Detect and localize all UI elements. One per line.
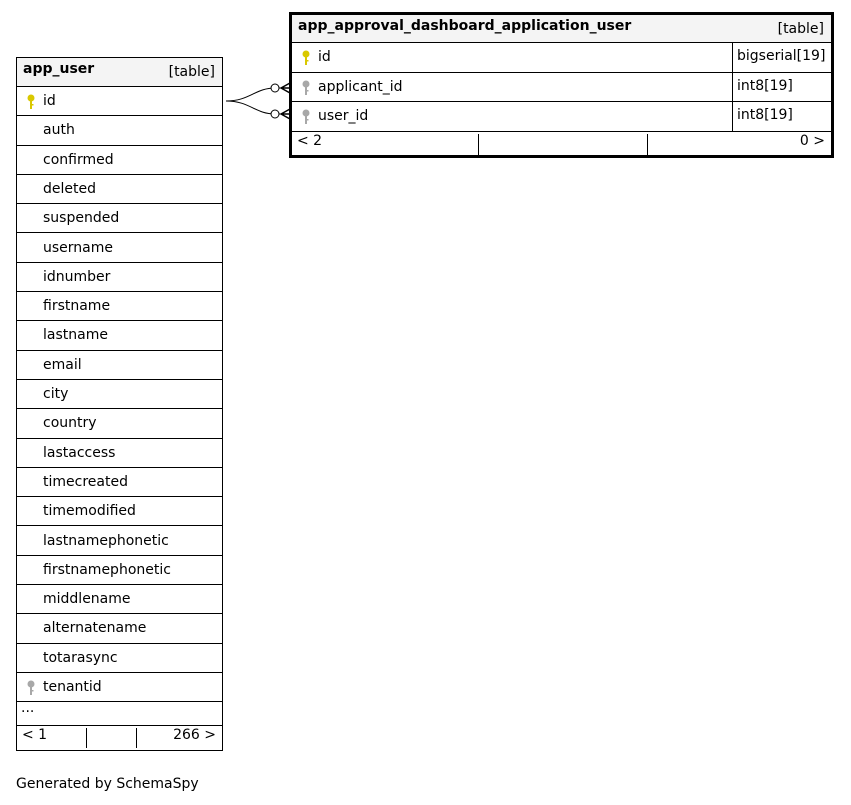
cardinality-circle-user	[271, 110, 279, 118]
column-row[interactable]	[17, 116, 222, 145]
foreign-key-icon	[301, 109, 311, 125]
foreign-key-icon	[301, 80, 311, 96]
column-name: id	[318, 49, 331, 65]
column-row[interactable]	[17, 556, 222, 585]
table-kind: [table]	[168, 64, 215, 80]
children-count: 266 >	[173, 727, 216, 744]
column-name: middlename	[43, 591, 131, 608]
column-row[interactable]	[17, 146, 222, 175]
column-row[interactable]	[17, 351, 222, 380]
relation-line-user	[226, 101, 292, 114]
column-row[interactable]	[17, 673, 222, 702]
column-row[interactable]	[17, 175, 222, 204]
column-name: timemodified	[43, 503, 136, 520]
column-row[interactable]	[17, 380, 222, 409]
column-name: firstname	[43, 298, 111, 315]
column-row[interactable]	[17, 263, 222, 292]
column-name: timecreated	[43, 473, 128, 490]
column-name: applicant_id	[318, 78, 403, 95]
column-name: lastaccess	[43, 444, 116, 461]
column-name: idnumber	[43, 268, 111, 285]
cardinality-circle-applicant	[271, 84, 279, 92]
approval-table[interactable]	[289, 12, 834, 158]
column-row[interactable]	[17, 614, 222, 643]
children-count: 0 >	[799, 132, 825, 149]
column-type: int8[19]	[732, 73, 831, 102]
column-row[interactable]	[17, 527, 222, 556]
column-row[interactable]	[17, 87, 222, 116]
parents-count: < 2	[297, 132, 323, 149]
column-row[interactable]	[292, 73, 831, 103]
column-row[interactable]	[292, 43, 831, 73]
column-name: country	[43, 415, 97, 432]
primary-key-icon	[26, 94, 36, 110]
column-row[interactable]	[17, 497, 222, 526]
column-row[interactable]	[17, 204, 222, 233]
relation-line-applicant	[226, 88, 292, 101]
foreign-key-icon	[26, 680, 36, 696]
column-name: firstnamephonetic	[43, 561, 171, 578]
column-row[interactable]	[17, 585, 222, 614]
app-user-table[interactable]	[16, 57, 223, 751]
column-name: city	[43, 386, 69, 402]
column-row[interactable]	[17, 644, 222, 673]
column-row[interactable]	[17, 409, 222, 438]
table-name: app_user	[23, 61, 95, 77]
column-name: alternatename	[43, 620, 147, 637]
column-name: totarasync	[43, 649, 118, 666]
column-name: lastname	[43, 327, 108, 344]
column-name: tenantid	[43, 679, 102, 695]
column-type: int8[19]	[732, 102, 831, 131]
column-name: email	[43, 356, 82, 373]
column-name: deleted	[43, 180, 96, 197]
column-name: auth	[43, 122, 75, 139]
table-footer	[17, 726, 222, 748]
primary-key-icon	[301, 50, 311, 66]
column-row[interactable]	[17, 439, 222, 468]
generated-by-text: Generated by SchemaSpy	[16, 776, 199, 792]
table-header[interactable]	[292, 15, 831, 43]
table-footer	[292, 132, 831, 156]
column-name: username	[43, 239, 113, 256]
column-name: confirmed	[43, 151, 114, 168]
column-name: id	[43, 93, 56, 109]
column-row[interactable]	[292, 102, 831, 132]
column-row[interactable]	[17, 321, 222, 350]
table-name: app_approval_dashboard_application_user	[298, 18, 632, 34]
column-type: bigserial[19]	[732, 43, 831, 72]
column-name: user_id	[318, 108, 369, 124]
table-kind: [table]	[777, 21, 824, 37]
parents-count: < 1	[22, 727, 48, 744]
table-header[interactable]	[17, 58, 222, 87]
column-row[interactable]	[17, 468, 222, 497]
more-columns[interactable]: ...	[17, 702, 222, 726]
column-row[interactable]	[17, 234, 222, 263]
column-name: lastnamephonetic	[43, 532, 169, 549]
column-name: suspended	[43, 210, 120, 227]
column-row[interactable]	[17, 292, 222, 321]
